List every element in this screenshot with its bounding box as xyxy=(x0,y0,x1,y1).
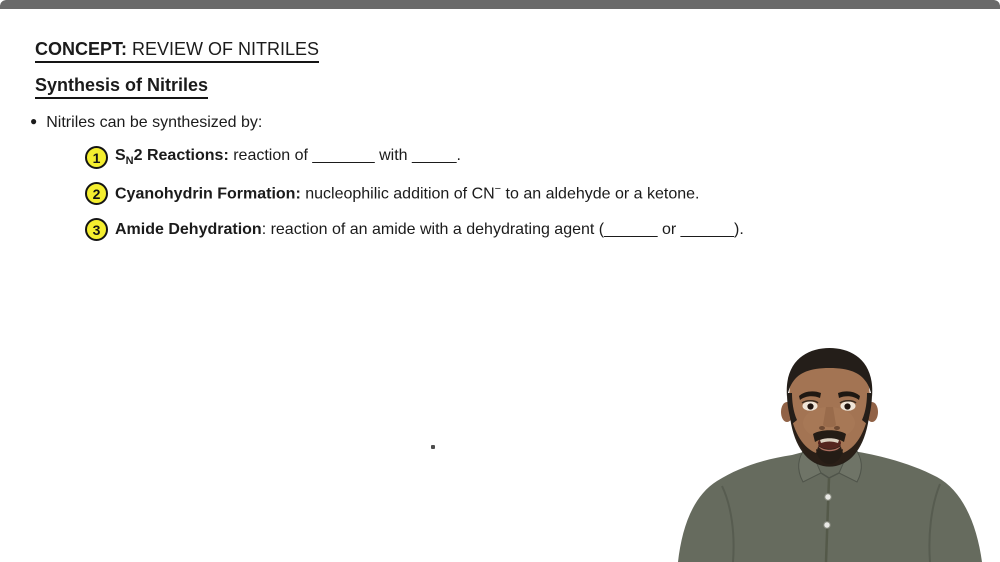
list-item-text: Cyanohydrin Formation: nucleophilic addition of CN− to an aldehyde or a ketone. xyxy=(115,183,700,203)
bullet-icon: ● xyxy=(30,114,38,128)
intro-text: Nitriles can be synthesized by: xyxy=(46,114,263,131)
concept-title: REVIEW OF NITRILES xyxy=(127,39,320,59)
list-item-text: $S_N2$ Reactions: reaction of _______ with _____. xyxy=(115,147,461,168)
instructor-figure xyxy=(660,345,1000,562)
item-number-badge: 1 xyxy=(85,146,108,169)
list-item-sn2 xyxy=(85,145,461,170)
item-number-badge: 2 xyxy=(85,182,108,205)
shirt-button xyxy=(825,494,831,500)
item-number-badge: 3 xyxy=(85,218,108,241)
list-item-text: Amide Dehydration: reaction of an amide with a dehydrating agent (______ or ______). xyxy=(115,220,744,238)
section-heading: Synthesis of Nitriles xyxy=(35,74,208,99)
list-item-cyanohydrin xyxy=(85,181,699,206)
list-item-amide-dehydration xyxy=(85,217,744,242)
instructor-shirt xyxy=(678,451,982,562)
concept-heading xyxy=(35,38,319,63)
intro-line xyxy=(30,110,262,134)
video-progress-bar xyxy=(0,0,1000,9)
stray-mark xyxy=(431,445,435,449)
instructor-video-overlay xyxy=(660,345,1000,562)
concept-label: CONCEPT: xyxy=(35,39,128,59)
superscript-minus: − xyxy=(494,183,502,196)
shirt-button xyxy=(824,522,830,528)
